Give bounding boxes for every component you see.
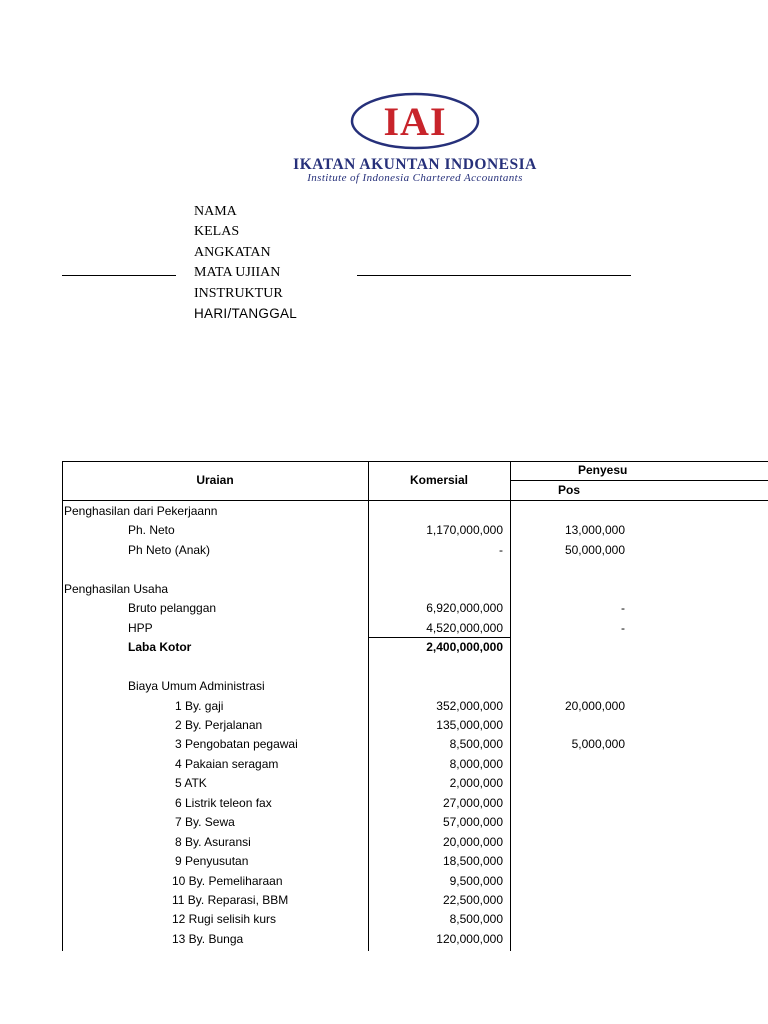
table-row bbox=[62, 735, 768, 754]
row-komersial-value: 20,000,000 bbox=[442, 834, 503, 849]
row-komersial-value: 8,500,000 bbox=[449, 912, 503, 927]
row-label: 4 Pakaian seragam bbox=[175, 756, 279, 771]
field-hari-tanggal: HARI/TANGGAL bbox=[194, 306, 298, 321]
table-row bbox=[62, 658, 768, 677]
table-row bbox=[62, 677, 768, 696]
iai-logo bbox=[250, 88, 580, 183]
header-uraian: Uraian bbox=[196, 473, 234, 487]
table-row bbox=[62, 891, 768, 910]
row-label: 12 Rugi selisih kurs bbox=[172, 912, 277, 927]
row-komersial-value: 135,000,000 bbox=[436, 717, 503, 732]
logo-subtitle: Institute of Indonesia Chartered Accountants bbox=[307, 172, 523, 184]
row-label: Laba Kotor bbox=[128, 640, 192, 655]
table-top-border bbox=[62, 461, 768, 462]
field-angkatan: ANGKATAN bbox=[194, 245, 271, 260]
table-row bbox=[62, 638, 768, 657]
row-komersial-value: 2,400,000,000 bbox=[426, 640, 503, 655]
row-komersial-value: 120,000,000 bbox=[436, 931, 503, 946]
row-pos-value: 20,000,000 bbox=[564, 698, 625, 713]
row-komersial-value: 8,000,000 bbox=[449, 756, 503, 771]
row-pos-value: 5,000,000 bbox=[571, 737, 625, 752]
row-label: 7 By. Sewa bbox=[175, 815, 235, 830]
divider-left bbox=[62, 275, 176, 276]
table-row bbox=[62, 619, 768, 638]
row-label: 9 Penyusutan bbox=[175, 854, 249, 869]
table-row bbox=[62, 794, 768, 813]
row-pos-value: - bbox=[621, 620, 625, 635]
table-row bbox=[62, 813, 768, 832]
row-komersial-value: 1,170,000,000 bbox=[426, 523, 503, 538]
row-komersial-value: 57,000,000 bbox=[442, 815, 503, 830]
row-label: HPP bbox=[128, 620, 153, 635]
row-label: Penghasilan dari Pekerjaann bbox=[64, 504, 218, 518]
row-label: 3 Pengobatan pegawai bbox=[175, 737, 298, 752]
table-row bbox=[62, 833, 768, 852]
field-nama: NAMA bbox=[194, 204, 237, 219]
divider-right bbox=[357, 275, 631, 276]
table-row bbox=[62, 755, 768, 774]
row-label: 10 By. Pemeliharaan bbox=[172, 873, 283, 888]
row-komersial-value: 9,500,000 bbox=[449, 873, 503, 888]
row-komersial-value: 18,500,000 bbox=[442, 854, 503, 869]
table-row bbox=[62, 560, 768, 579]
row-pos-value: - bbox=[621, 601, 625, 616]
row-komersial-value: 352,000,000 bbox=[436, 698, 503, 713]
row-label: 6 Listrik teleon fax bbox=[175, 795, 272, 810]
header-penyesuaian: Penyesu bbox=[578, 463, 628, 477]
row-komersial-value: 22,500,000 bbox=[442, 893, 503, 907]
row-label: 5 ATK bbox=[175, 776, 207, 791]
tax-reconciliation-table bbox=[62, 461, 768, 951]
row-label: 8 By. Asuransi bbox=[175, 834, 251, 849]
row-label: Penghasilan Usaha bbox=[64, 581, 169, 596]
row-pos-value: 50,000,000 bbox=[564, 542, 625, 557]
iai-emblem bbox=[350, 92, 480, 150]
subtotal-rule bbox=[368, 637, 510, 638]
row-label: 2 By. Perjalanan bbox=[175, 717, 263, 732]
table-row bbox=[62, 541, 768, 560]
table-row bbox=[62, 521, 768, 540]
row-label: Ph. Neto bbox=[128, 523, 175, 538]
row-label: Biaya Umum Administrasi bbox=[128, 679, 265, 694]
table-row bbox=[62, 580, 768, 599]
header-pos: Pos bbox=[558, 483, 581, 497]
table-row bbox=[62, 716, 768, 735]
header-komersial: Komersial bbox=[409, 473, 469, 487]
table-row bbox=[62, 599, 768, 618]
table-row bbox=[62, 910, 768, 929]
table-row bbox=[62, 872, 768, 891]
row-komersial-value: 2,000,000 bbox=[449, 776, 503, 791]
row-label: Ph Neto (Anak) bbox=[128, 542, 211, 557]
row-komersial-value: 6,920,000,000 bbox=[426, 601, 503, 616]
row-label: Bruto pelanggan bbox=[128, 601, 217, 616]
field-instruktur: INSTRUKTUR bbox=[194, 286, 283, 301]
table-row bbox=[62, 852, 768, 871]
field-mata-ujian: MATA UJIIAN bbox=[194, 265, 281, 280]
row-komersial-value: 27,000,000 bbox=[442, 795, 503, 810]
table-row bbox=[62, 502, 768, 521]
row-label: 11 By. Reparasi, BBM bbox=[172, 893, 289, 907]
row-komersial-value: 4,520,000,000 bbox=[426, 620, 503, 635]
logo-name: IKATAN AKUNTAN INDONESIA bbox=[293, 156, 537, 173]
header-sub-border bbox=[510, 480, 768, 481]
row-komersial-value: - bbox=[499, 542, 503, 557]
logo-mark: IAI bbox=[383, 99, 447, 144]
row-label: 1 By. gaji bbox=[175, 698, 224, 713]
row-pos-value: 13,000,000 bbox=[564, 523, 625, 538]
row-komersial-value: 8,500,000 bbox=[449, 737, 503, 752]
field-kelas: KELAS bbox=[194, 224, 240, 239]
table-row bbox=[62, 930, 768, 949]
header-bottom-border bbox=[62, 500, 768, 501]
table-row bbox=[62, 774, 768, 793]
table-row bbox=[62, 697, 768, 716]
row-label: 13 By. Bunga bbox=[172, 931, 244, 946]
